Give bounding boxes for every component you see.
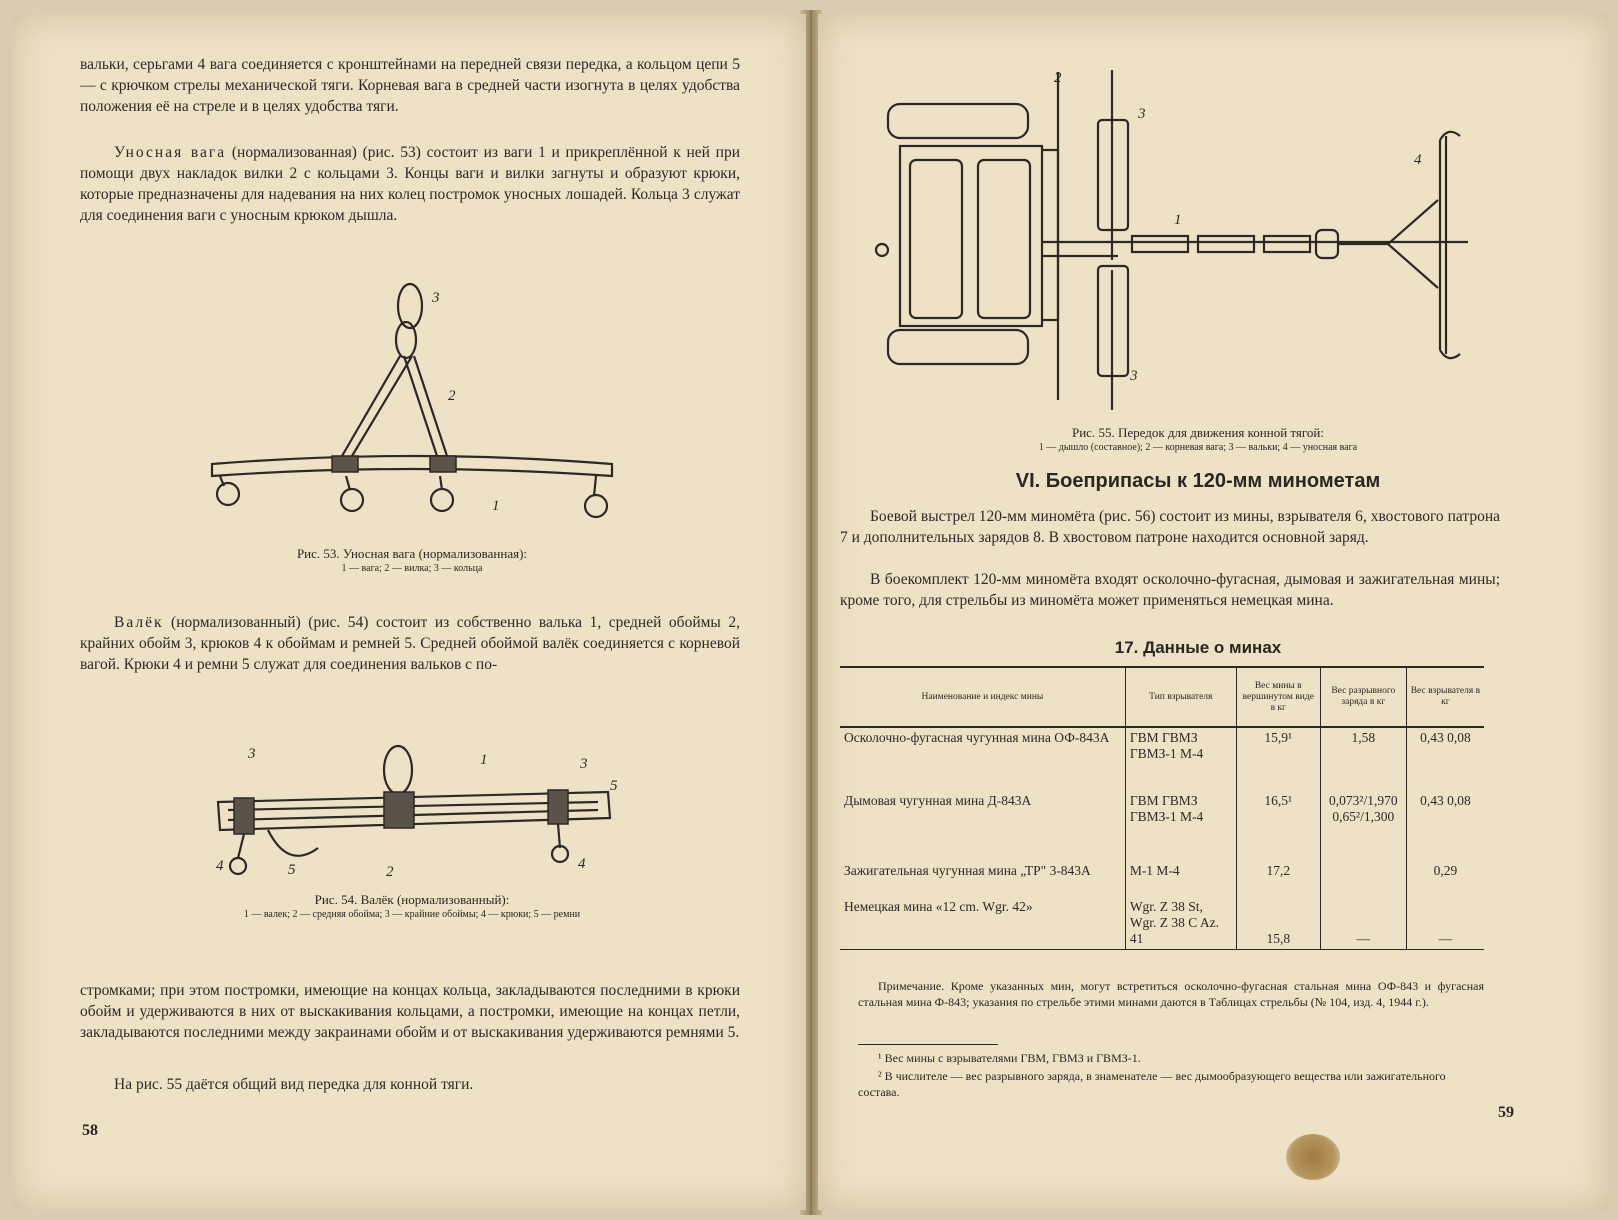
fig55-legend: 1 — дышло (составное); 2 — корневая вага; 3 — вальки; 4 — уносная вага [1038,442,1358,453]
table-row [840,897,1484,950]
cell-charge: — [1320,897,1406,950]
table-row [840,791,1484,861]
table-row [840,861,1484,897]
cell-charge [1320,861,1406,897]
figure-55-drawing [868,60,1508,430]
paragraph-2: В боекомплект 120-мм миномёта входят осколочно-фугасная, дымовая и зажигательная мины; кроме того, для стрельбы из миномёта может применяться немецкая мина. [840,571,1500,609]
paragraph-last: На рис. 55 даётся общий вид передка для конной тяги. [114,1076,474,1093]
figure-54-caption [162,891,662,921]
cell-weight: 15,9¹ [1236,727,1320,791]
cell-fuses: ГВМ ГВМЗ ГВМЗ-1 М-4 [1125,791,1236,861]
cell-fuses: ГВМ ГВМЗ ГВМЗ-1 М-4 [1125,727,1236,791]
paragraph-top: вальки, серьгами 4 вага соединяется с кронштейнами на передней связи передка, а кольцом цепи 5 — с крючком стрелы механической тяги. Корневая вага в средней части изогнута в целях удобства положения её на стреле и в целях удобства тяги. [80,56,740,115]
term-uzn: Уносная вага [114,144,227,161]
cell-charge: 0,073²/1,970 0,65²/1,300 [1320,791,1406,861]
figure-53-caption [162,545,662,575]
paragraph-uzn-text: (нормализованная) (рис. 53) состоит из ваги 1 и прикреплённой к ней при помощи двух накладок вилки 2 с кольцами 3. Концы ваги и вилки загнуты и образуют крюки, которые предназначены для надевания на них колец постромок уносных лошадей. Кольца 3 служат для соединения ваги с уносным крюком дышла. [80,144,741,224]
figure-55-caption [908,424,1488,454]
cell-name: Осколочно-фугасная чугунная мина ОФ-843А [844,730,1110,745]
table-row [840,727,1484,791]
fig53-legend: 1 — вага; 2 — вилка; 3 — кольца [341,563,483,574]
fig55-label-2: 2 [1054,70,1062,86]
cell-name: Зажигательная чугунная мина „ТР" 3-843А [844,863,1091,878]
left-page [12,14,806,1210]
paragraph-bottom: стромками; при этом постромки, имеющие на концах кольца, закладываются последними в крюки обойм и удерживаются в них от выскакивания кольцами, а постромки, имеющие на концах петли, закладываются последними между закраинами обойм и от выскакивания удерживаются ремнями 5. [80,982,740,1041]
header-fuse: Тип взрывателя [1125,667,1236,727]
header-charge: Вес разрывного заряда в кг [1320,667,1406,727]
paragraph-valek-text: (нормализованный) (рис. 54) состоит из собственно валька 1, средней обоймы 2, крайних обойм 3, крюков 4 к обоймам и ремней 5. Средней обоймой валёк соединяется с корневой вагой. Крюки 4 и ремни 5 служат для соединения вальков с по- [80,614,741,673]
fig54-label-4a: 4 [216,858,224,874]
fig53-label-3: 3 [432,290,440,306]
footnote-rule [858,1044,998,1045]
chapter-title: VI. Боеприпасы к 120-мм минометам [1015,470,1381,492]
cell-fuse-weight: — [1406,897,1484,950]
fig53-label-2: 2 [448,388,456,404]
page-number-left: 58 [82,1122,98,1139]
header-weight: Вес мины в вершинутом виде в кг [1236,667,1320,727]
fig53-label-1: 1 [492,498,500,514]
fig54-label-3b: 3 [580,756,588,772]
fig55-caption-text: Рис. 55. Передок для движения конной тягой: [1071,425,1324,440]
header-fuse-weight: Вес взрывателя в кг [1406,667,1484,727]
fig54-label-1: 1 [480,752,488,768]
mines-table [840,666,1484,950]
fig54-label-5a: 5 [610,778,618,794]
table-title: 17. Данные о минах [1114,638,1282,657]
fig54-caption-text: Рис. 54. Валёк (нормализованный): [314,892,510,907]
cell-weight: 16,5¹ [1236,791,1320,861]
fig55-label-1: 1 [1174,212,1182,228]
fig55-label-3b: 3 [1130,368,1138,384]
cell-weight: 15,8 [1236,897,1320,950]
paragraph-valek [80,612,740,675]
cell-charge: 1,58 [1320,727,1406,791]
fig54-legend: 1 — валек; 2 — средняя обойма; 3 — крайние обоймы; 4 — крюки; 5 — ремни [243,909,581,920]
paragraph-1: Боевой выстрел 120-мм миномёта (рис. 56) состоит из мины, взрывателя 6, хвостового патрона 7 и дополнительных зарядов 8. В хвостовом патроне находится основной заряд. [840,508,1500,546]
paragraph-uzn [80,142,740,226]
fig53-caption-text: Рис. 53. Уносная вага (нормализованная): [296,546,528,561]
table-note: Примечание. Кроме указанных мин, могут встретиться осколочно-фугасная стальная мина ОФ-843 и фугасная стальная мина Ф-843; указания по стрельбе этими минами даются в Таблицах стрельбы (№ 104, изд. 4, 1944 г.). [858,979,1484,1009]
fig54-label-2: 2 [386,864,394,880]
cell-fuse-weight: 0,29 [1406,861,1484,897]
fig54-label-3a: 3 [248,746,256,762]
header-name: Наименование и индекс мины [840,667,1125,727]
right-page [818,14,1608,1210]
fig55-label-3a: 3 [1138,106,1146,122]
cell-name: Немецкая мина «12 cm. Wgr. 42» [840,897,1125,950]
cell-weight: 17,2 [1236,861,1320,897]
fig55-label-4: 4 [1414,152,1422,168]
fig54-label-4b: 4 [578,856,586,872]
term-valek: Валёк [114,614,164,631]
cell-name: Дымовая чугунная мина Д-843А [844,793,1032,808]
cell-fuses: М-1 М-4 [1125,861,1236,897]
cell-fuse-weight: 0,43 0,08 [1406,727,1484,791]
table-header-row [840,667,1484,727]
footnote-1: ¹ Вес мины с взрывателями ГВМ, ГВМЗ и ГВМЗ-1. [878,1051,1141,1065]
cell-fuses: Wgr. Z 38 St, Wgr. Z 38 C Az. 41 [1125,897,1236,950]
figure-53-drawing [192,276,632,536]
fig54-label-5b: 5 [288,862,296,878]
page-number-right: 59 [1498,1104,1514,1121]
figure-54-drawing [198,740,638,890]
footnote-2: ² В числителе — вес разрывного заряда, в знаменателе — вес дымообразующего вещества или зажигательного состава. [858,1069,1446,1099]
page-stain [1286,1134,1340,1180]
cell-fuse-weight: 0,43 0,08 [1406,791,1484,861]
